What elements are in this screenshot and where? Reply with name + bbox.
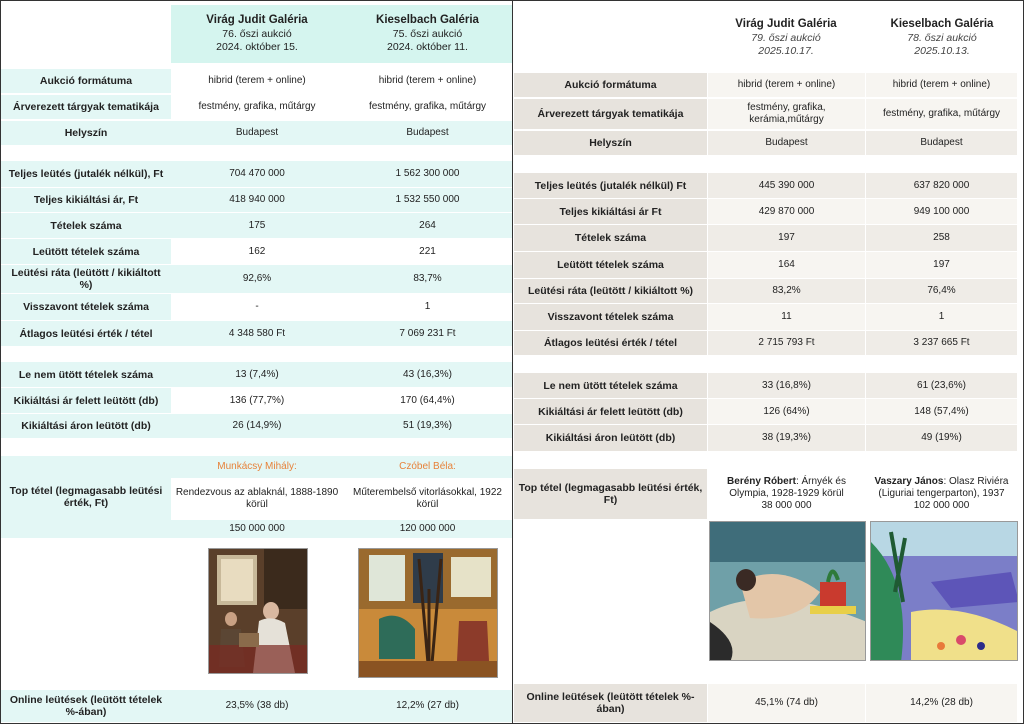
value-virag: 197 — [707, 225, 865, 251]
row-unsold — [514, 373, 1017, 398]
auction-date: 2024. október 11. — [387, 41, 468, 53]
value-kieselbach: 949 100 000 — [865, 199, 1017, 224]
top-item-price: 120 000 000 — [343, 520, 512, 538]
auction-date: 2025.10.13. — [914, 45, 970, 57]
painting-munkacsy — [208, 548, 308, 674]
top-item-artist: Vaszary János — [874, 476, 944, 487]
top-item-artist: Czóbel Béla: — [343, 456, 512, 478]
value-kieselbach: festmény, grafika, műtárgy — [343, 95, 512, 119]
row-online — [1, 690, 512, 722]
top-item-price: 102 000 000 — [913, 500, 970, 511]
row-label: Aukció formátuma — [1, 69, 171, 93]
row-label: Helyszín — [514, 131, 707, 155]
top-item-title: Műterembelső vitorlásokkal, 1922 körül — [343, 478, 512, 520]
row-label: Aukció formátuma — [514, 73, 707, 97]
top-item-title: : Árnyék és Olympia, 1928-1929 körül — [729, 476, 846, 499]
top-item-title: : Olasz Riviéra (Liguriai tengerparton), 1937 — [878, 476, 1009, 499]
value-virag: 33 (16,8%) — [707, 373, 865, 398]
value-kieselbach: Budapest — [865, 131, 1017, 155]
value-virag: 162 — [171, 239, 343, 264]
value-virag: 418 940 000 — [171, 188, 343, 212]
value-kieselbach: 197 — [865, 252, 1017, 278]
value-virag: 704 470 000 — [171, 161, 343, 187]
value-virag: 45,1% (74 db) — [707, 684, 865, 722]
row-label: Kikiáltási áron leütött (db) — [1, 414, 171, 438]
value-kieselbach: 170 (64,4%) — [343, 388, 512, 413]
painting-vaszary — [870, 521, 1018, 661]
row-theme — [1, 95, 512, 119]
top-item-artist: Munkácsy Mihály: — [171, 456, 343, 478]
auction-name: 76. őszi aukció — [222, 28, 292, 40]
row-label: Helyszín — [1, 121, 171, 145]
header-virag-2025 — [707, 9, 865, 67]
value-virag: Budapest — [171, 121, 343, 145]
row-sold — [1, 239, 512, 264]
top-item-price: 38 000 000 — [761, 500, 812, 511]
value-kieselbach: 7 069 231 Ft — [343, 321, 512, 346]
value-virag: 26 (14,9%) — [171, 414, 343, 438]
value-kieselbach: 264 — [343, 213, 512, 238]
row-label: Leütött tételek száma — [514, 252, 707, 278]
value-virag: 164 — [707, 252, 865, 278]
top-item-desc — [870, 476, 1013, 500]
value-virag: hibrid (terem + online) — [171, 69, 343, 93]
value-kieselbach: 3 237 665 Ft — [865, 331, 1017, 355]
value-kieselbach: hibrid (terem + online) — [865, 73, 1017, 97]
auction-name: 78. őszi aukció — [907, 32, 977, 44]
row-label: Átlagos leütési érték / tétel — [514, 331, 707, 355]
row-label: Leütött tételek száma — [1, 239, 171, 264]
header-kieselbach-2025 — [866, 9, 1018, 67]
row-label: Árverezett tárgyak tematikája — [1, 95, 171, 119]
row-label: Árverezett tárgyak tematikája — [514, 99, 707, 129]
value-kieselbach: 1 532 550 000 — [343, 188, 512, 212]
row-label: Teljes kikiáltási ár, Ft — [1, 188, 171, 212]
row-label: Visszavont tételek száma — [1, 294, 171, 320]
row-label: Teljes leütés (jutalék nélkül), Ft — [1, 161, 171, 187]
row-average — [1, 321, 512, 346]
row-label: Teljes leütés (jutalék nélkül) Ft — [514, 173, 707, 198]
top-item-kieselbach — [343, 456, 512, 538]
row-rate — [514, 279, 1017, 303]
value-virag: 23,5% (38 db) — [171, 690, 343, 722]
top-item-virag — [707, 469, 865, 519]
value-virag: hibrid (terem + online) — [707, 73, 865, 97]
row-label: Top tétel (legmagasabb leütési érték, Ft) — [514, 469, 707, 519]
row-total — [514, 173, 1017, 198]
value-virag: 136 (77,7%) — [171, 388, 343, 413]
value-kieselbach: 258 — [865, 225, 1017, 251]
auction-date: 2025.10.17. — [758, 45, 814, 57]
value-virag: 83,2% — [707, 279, 865, 303]
value-kieselbach: 1 — [865, 304, 1017, 330]
top-item-virag — [171, 456, 343, 538]
row-average — [514, 331, 1017, 355]
value-kieselbach: 1 562 300 000 — [343, 161, 512, 187]
row-label: Visszavont tételek száma — [514, 304, 707, 330]
gallery-name: Virág Judit Galéria — [206, 14, 308, 26]
value-kieselbach: festmény, grafika, műtárgy — [865, 99, 1017, 129]
value-kieselbach: 12,2% (27 db) — [343, 690, 512, 722]
row-top-item — [514, 469, 1017, 519]
row-label: Leütési ráta (leütött / kikiáltott %) — [514, 279, 707, 303]
row-lots — [514, 225, 1017, 251]
value-kieselbach: 83,7% — [343, 265, 512, 293]
auction-name: 75. őszi aukció — [392, 28, 463, 40]
row-label: Kikiáltási ár felett leütött (db) — [514, 399, 707, 424]
value-virag: festmény, grafika, műtárgy — [171, 95, 343, 119]
value-kieselbach: 61 (23,6%) — [865, 373, 1017, 398]
value-kieselbach: 637 820 000 — [865, 173, 1017, 198]
value-virag: festmény, grafika, kerámia,műtárgy — [707, 99, 865, 129]
auction-name: 79. őszi aukció — [751, 32, 821, 44]
panel-divider — [512, 0, 513, 724]
value-kieselbach: 49 (19%) — [865, 425, 1017, 451]
row-format — [1, 69, 512, 93]
row-label: Leütési ráta (leütött / kikiáltott %) — [1, 265, 171, 293]
value-virag: 126 (64%) — [707, 399, 865, 424]
top-item-title: Rendezvous az ablaknál, 1888-1890 körül — [171, 478, 343, 520]
row-label: Tételek száma — [514, 225, 707, 251]
auction-date: 2024. október 15. — [216, 41, 298, 53]
row-lots — [1, 213, 512, 238]
value-kieselbach: 148 (57,4%) — [865, 399, 1017, 424]
row-at-start — [514, 425, 1017, 451]
row-label: Teljes kikiáltási ár Ft — [514, 199, 707, 224]
row-rate — [1, 265, 512, 293]
top-item-price: 150 000 000 — [171, 520, 343, 538]
row-label: Top tétel (legmagasabb leütési érték, Ft) — [1, 456, 171, 538]
value-kieselbach: 51 (19,3%) — [343, 414, 512, 438]
row-unsold — [1, 362, 512, 387]
value-virag: - — [171, 294, 343, 320]
row-withdrawn — [1, 294, 512, 320]
value-kieselbach: hibrid (terem + online) — [343, 69, 512, 93]
value-virag: 175 — [171, 213, 343, 238]
gallery-name: Kieselbach Galéria — [890, 18, 994, 30]
row-above-start — [1, 388, 512, 413]
row-theme — [514, 99, 1017, 129]
row-label: Kikiáltási ár felett leütött (db) — [1, 388, 171, 413]
value-kieselbach: 1 — [343, 294, 512, 320]
row-format — [514, 73, 1017, 97]
value-kieselbach: 76,4% — [865, 279, 1017, 303]
row-at-start — [1, 414, 512, 438]
value-virag: 38 (19,3%) — [707, 425, 865, 451]
row-top-item — [1, 456, 512, 538]
row-online — [514, 684, 1017, 722]
row-label: Le nem ütött tételek száma — [514, 373, 707, 398]
value-virag: 13 (7,4%) — [171, 362, 343, 387]
value-virag: 92,6% — [171, 265, 343, 293]
row-place — [514, 131, 1017, 155]
row-above-start — [514, 399, 1017, 424]
value-kieselbach: 14,2% (28 db) — [865, 684, 1017, 722]
value-virag: 11 — [707, 304, 865, 330]
value-kieselbach: 43 (16,3%) — [343, 362, 512, 387]
row-label: Tételek száma — [1, 213, 171, 238]
value-virag: 429 870 000 — [707, 199, 865, 224]
row-label: Le nem ütött tételek száma — [1, 362, 171, 387]
row-sold — [514, 252, 1017, 278]
top-item-kieselbach — [865, 469, 1017, 519]
row-withdrawn — [514, 304, 1017, 330]
row-label: Online leütések (leütött tételek %-ában) — [514, 684, 707, 722]
top-item-desc — [712, 476, 861, 500]
row-start-price — [1, 188, 512, 212]
row-place — [1, 121, 512, 145]
top-item-artist: Berény Róbert — [727, 476, 796, 487]
value-virag: 2 715 793 Ft — [707, 331, 865, 355]
gallery-name: Virág Judit Galéria — [735, 18, 837, 30]
value-kieselbach: Budapest — [343, 121, 512, 145]
painting-bereny — [709, 521, 866, 661]
row-label: Online leütések (leütött tételek %-ában) — [1, 690, 171, 722]
value-virag: 4 348 580 Ft — [171, 321, 343, 346]
row-label: Kikiáltási áron leütött (db) — [514, 425, 707, 451]
row-label: Átlagos leütési érték / tétel — [1, 321, 171, 346]
row-total — [1, 161, 512, 187]
value-kieselbach: 221 — [343, 239, 512, 264]
row-start-price — [514, 199, 1017, 224]
value-virag: 445 390 000 — [707, 173, 865, 198]
header-kieselbach-2024 — [343, 5, 512, 63]
header-virag-2024 — [171, 5, 343, 63]
value-virag: Budapest — [707, 131, 865, 155]
painting-czobel — [358, 548, 498, 678]
gallery-name: Kieselbach Galéria — [376, 14, 479, 26]
